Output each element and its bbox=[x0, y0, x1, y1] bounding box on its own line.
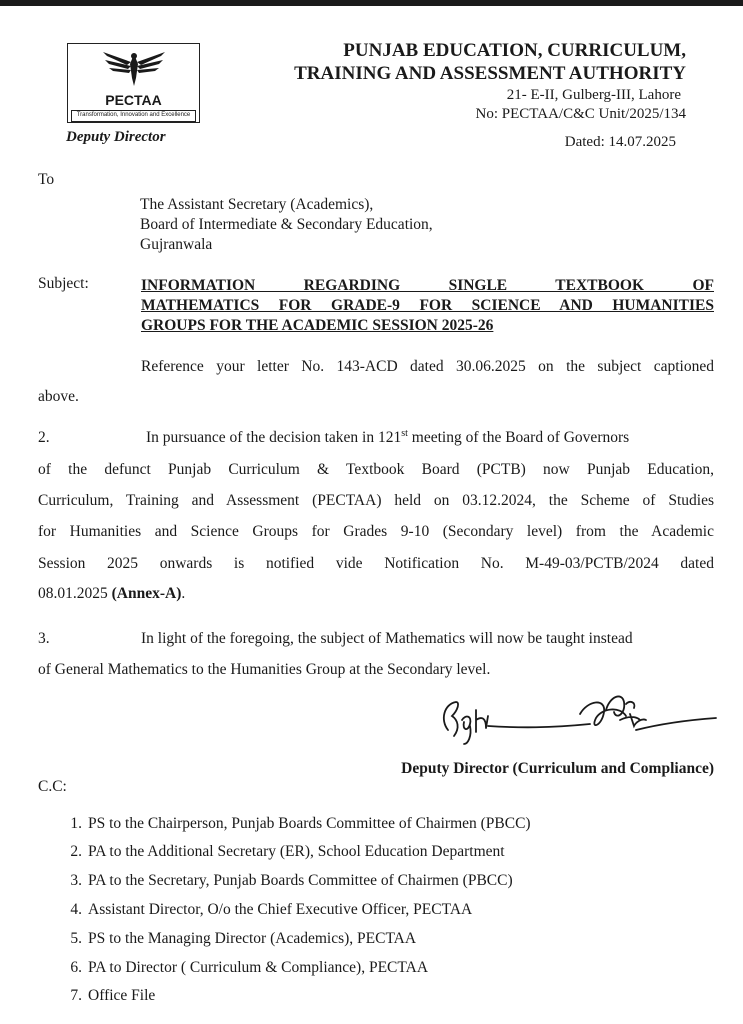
para1-line-2: above. bbox=[38, 388, 79, 405]
para2-line-5: Session 2025 onwards is notified vide Notification No. M-49-03/PCTB/2024 dated bbox=[38, 555, 714, 572]
para2-line-3: Curriculum, Training and Assessment (PECTAA) held on 03.12.2024, the Scheme of Studies bbox=[38, 492, 714, 509]
org-address: 21- E-II, Gulberg-III, Lahore bbox=[506, 87, 681, 103]
para3-number: 3. bbox=[38, 630, 50, 647]
scan-top-edge bbox=[0, 0, 743, 6]
subject-line-3: GROUPS FOR THE ACADEMIC SESSION 2025-26 bbox=[141, 317, 494, 334]
recipient-line-2: Board of Intermediate & Secondary Education, bbox=[140, 216, 433, 233]
sender-designation: Deputy Director bbox=[66, 129, 166, 145]
reference-number: No: PECTAA/C&C Unit/2025/134 bbox=[475, 106, 686, 122]
recipient-line-3: Gujranwala bbox=[140, 236, 213, 253]
to-label: To bbox=[38, 171, 55, 188]
para2-number: 2. bbox=[38, 429, 50, 446]
para2-line-2: of the defunct Punjab Curriculum & Textbook Board (PCTB) now Punjab Education, bbox=[38, 461, 714, 478]
para2-line-1: In pursuance of the decision taken in 121st meeting of the Board of Governors bbox=[146, 427, 630, 446]
subject-label: Subject: bbox=[38, 275, 89, 292]
pectaa-logo bbox=[67, 43, 200, 123]
org-name-line2: TRAINING AND ASSESSMENT AUTHORITY bbox=[294, 63, 686, 84]
recipient-line-1: The Assistant Secretary (Academics), bbox=[140, 196, 374, 213]
letter-date: Dated: 14.07.2025 bbox=[564, 134, 676, 150]
logo-wordmark: PECTAA bbox=[105, 92, 162, 108]
handwritten-signature bbox=[430, 690, 720, 750]
subject-line-1: INFORMATION REGARDING SINGLE TEXTBOOK OF bbox=[141, 277, 714, 294]
logo-tagline: Transformation, Innovation and Excellence bbox=[71, 110, 196, 122]
subject-line-2: MATHEMATICS FOR GRADE-9 FOR SCIENCE AND HUMANITIES bbox=[141, 297, 714, 314]
annex-reference: (Annex-A) bbox=[111, 585, 182, 602]
cc-label: C.C: bbox=[38, 778, 67, 795]
signatory-designation: Deputy Director (Curriculum and Compliance) bbox=[401, 760, 714, 777]
para3-line-2: of General Mathematics to the Humanities Group at the Secondary level. bbox=[38, 661, 491, 678]
para1-line-1: Reference your letter No. 143-ACD dated 30.06.2025 on the subject captioned bbox=[141, 358, 714, 375]
para2-line-6: 08.01.2025 (Annex-A). bbox=[38, 585, 186, 602]
org-name-line1: PUNJAB EDUCATION, CURRICULUM, bbox=[343, 40, 686, 61]
eagle-emblem-icon bbox=[101, 48, 167, 92]
para3-line-1: In light of the foregoing, the subject of Mathematics will now be taught instead bbox=[141, 630, 633, 647]
para2-line-4: for Humanities and Science Groups for Grades 9-10 (Secondary level) from the Academic bbox=[38, 523, 714, 540]
